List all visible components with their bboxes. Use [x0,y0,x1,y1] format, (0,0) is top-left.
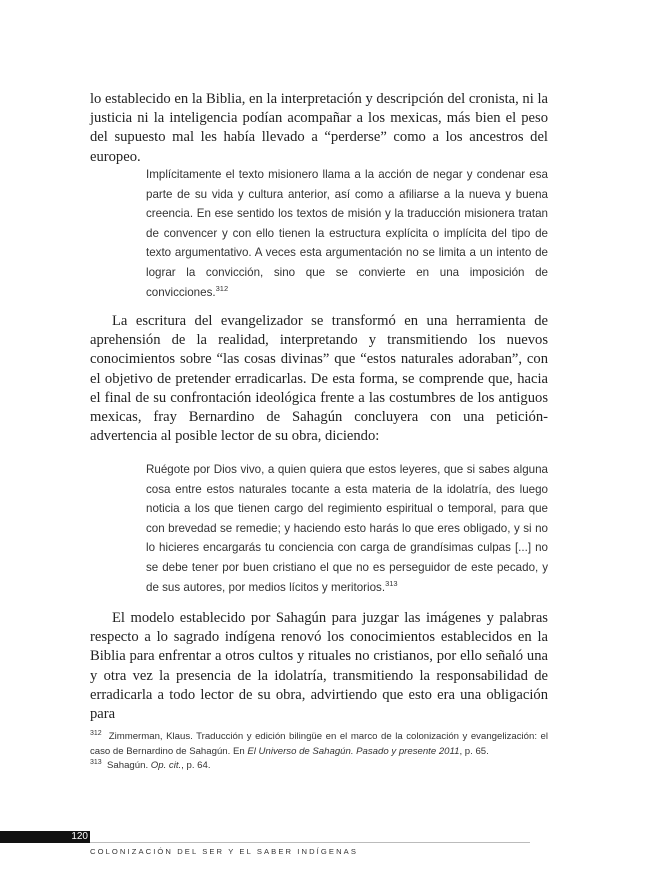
block-quote-2 [146,460,548,597]
running-title: COLONIZACIÓN DEL SER Y EL SABER INDÍGENAS [90,847,358,856]
footnote-title-italic: El Universo de Sahagún. Pasado y presente 2011 [247,745,460,757]
footer-rule [90,842,530,843]
paragraph-middle: La escritura del evangelizador se transformó en una herramienta de aprehensión de la realidad, interpretando y transmitiendo los nuevos conocimientos sobre “las cosas divinas” que “estos naturales adoraban”, con el objetivo de pretender erradicarlas. De esta forma, se comprende que, hacia el final de su confrontación ideológica frente a las costumbres de los antiguos mexicas, fray Bernardino de Sahagún concluyera con una petición-advertencia al posible lector de su obra, diciendo: [90,313,548,445]
footnote-number: 312 [90,729,102,737]
footnote-ref-313[interactable]: 313 [385,578,398,588]
footnote-number: 313 [90,758,102,766]
footnote-ref-312[interactable]: 312 [215,283,229,293]
block-quote-2-text: Ruégote por Dios vivo, a quien quiera que estos leyeres, que si sabes alguna cosa entre estos naturales tocante a esta materia de la idolatría, des luego noticia a los que tienen cargo del regimiento espiritual o temporal, para que con brevedad se remedie; y haciendo esto harás lo que eres obligado, y si no lo hicieres encargarás tu conciencia con carga de grandísimas culpas [...] no se debe tener por buen cristiano el que no es perseguidor de este pecado, y de sus autores, por medios lícitos y meritorios. [146,463,548,594]
footnote-313: $^{313}$ Sahagún. Op. cit., p. 64. [90,758,211,771]
block-quote-1 [146,165,548,302]
paragraph-top: lo establecido en la Biblia, en la interpretación y descripción del cronista, ni la justicia ni la inteligencia podían acompañar a los mexicas, más bien el peso del supuesto mal les había llevado a “perderse” como a los ancestros del europeo. [90,91,548,165]
block-quote-1-text: Implícitamente el texto misionero llama a la acción de negar y condenar esa parte de su vida y cultura anterior, así como a afiliarse a la nueva y buena creencia. En ese sentido los textos de misión y la traducción misionera tratan de convencer y con ello tienen la estructura explícita o implícita del tipo de texto argumentativo. A veces esta argumentación no se limita a un intento de lograr la convicción, sino que se convierte en una imposición de convicciones. [146,168,548,299]
footnote-312: $^{312}$ Zimmerman, Klaus. Traducción y edición bilingüe en el marco de la colonización y evangelización: el caso de Bernardino de Sahagún. En El Universo de Sahagún. Pasado y presente 2011, p. 65. [90,729,548,757]
footnote-title-italic: Op. cit. [150,760,182,771]
paragraph-bottom: El modelo establecido por Sahagún para juzgar las imágenes y palabras respecto a lo sagrado indígena renovó los conocimientos establecidos en la Biblia para enfrentar a otros cultos y rituales no cristianos, por ello señaló una y otra vez la presencia de la idolatría, transmitiendo la responsabilidad de erradicarla a todo lector de su obra, advirtiendo que esto era una obligación para [90,610,548,723]
page-number: 120 [71,831,88,842]
